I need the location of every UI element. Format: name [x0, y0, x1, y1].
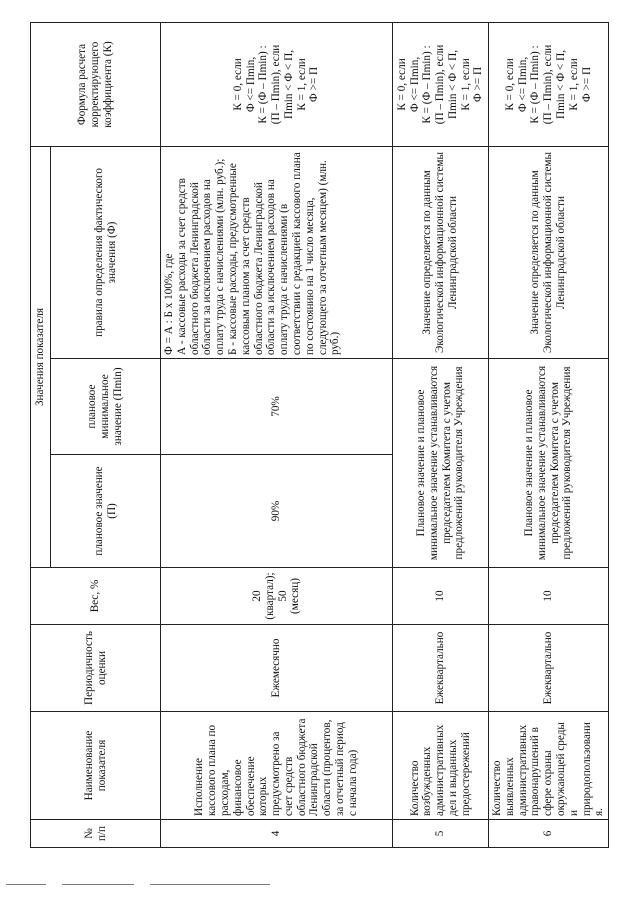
- row-min: 70%: [161, 359, 393, 455]
- row-period: Ежеквартально: [489, 625, 609, 712]
- row-plan-min-merged: Плановое значение и плановое минимальное значение устанавливаются председателем Комитета с учетом предложений руководителя Учреждения: [489, 359, 609, 568]
- row-plan: 90%: [161, 455, 393, 568]
- header-name: Наименование показателя: [31, 712, 161, 820]
- row-num: 4: [161, 820, 393, 848]
- header-weight: Вес, %: [31, 568, 161, 625]
- row-formula: К = 0, если Ф <= Пmin, К = (Ф – Пmin) : (П – Пmin), если Пmin < Ф < П, К = 1, если Ф >= П: [489, 22, 609, 146]
- header-formula: Формула расчета корректирующего коэффициента (К): [31, 22, 161, 146]
- table-row: [393, 22, 489, 847]
- row-rule: Значение определяется по данным Экологической информационной системы Ленинградской области: [489, 146, 609, 358]
- rotated-table-container: [30, 23, 606, 848]
- indicators-table: [30, 22, 609, 848]
- row-name: Исполнение кассового плана по расходам, финансовое обеспечение которых предусмотрено за счет средств областного бюджета Ленинградской области (процентов, за отчетный период с начала года): [161, 712, 393, 820]
- header-min: плановое минимальное значение (Пmin): [51, 359, 161, 455]
- header-plan: плановое значение (П): [51, 455, 161, 568]
- row-period: Ежемесячно: [161, 625, 393, 712]
- table-row: [161, 22, 393, 847]
- footer-rule: [0, 884, 640, 885]
- row-formula: К = 0, если Ф <= Пmin, К = (Ф – Пmin) : (П – Пmin), если Пmin < Ф < П, К = 1, если Ф >= П: [393, 22, 489, 146]
- row-num: 5: [393, 820, 489, 848]
- row-name: Количество возбужденных административных дел и выданных предостережений: [393, 712, 489, 820]
- row-weight: 20 (квартал); 50 (месяц): [161, 568, 393, 625]
- footer-rule-segment: [62, 884, 134, 885]
- header-rule: правила определения фактического значения (Ф): [51, 146, 161, 358]
- footer-rule-segment: [150, 884, 270, 885]
- row-rule: Ф = А : Б х 100%, где А - кассовые расходы за счет средств областного бюджета Ленинградской области за исключением расходов на оплату труда с начислениями (млн. руб.); Б - кассовые расходы, предусмотренные кассовым планом за счет средств областного бюджета Ленинградской области за исключением расходов на оплату труда с начислениями (в соответствии с редакцией кассового плана по состоянию на 1 число месяца, следующего за отчетным месяцем) (млн. руб.): [161, 146, 393, 358]
- table-row: [489, 22, 609, 847]
- row-num: 6: [489, 820, 609, 848]
- header-values-group: Значения показателя: [31, 146, 51, 567]
- row-plan-min-merged: Плановое значение и плановое минимальное значение устанавливаются председателем Комитета с учетом предложений руководителя Учреждения: [393, 359, 489, 568]
- row-formula: К = 0, если Ф <= Пmin, К = (Ф – Пmin) : (П – Пmin), если Пmin < Ф < П, К = 1, если Ф >= П: [161, 22, 393, 146]
- row-rule: Значение определяется по данным Экологической информационной системы Ленинградской области: [393, 146, 489, 358]
- header-period: Периодичность оценки: [31, 625, 161, 712]
- footer-rule-segment: [6, 884, 46, 885]
- header-num: № п/п: [31, 820, 161, 848]
- row-period: Ежеквартально: [393, 625, 489, 712]
- row-weight: 10: [489, 568, 609, 625]
- row-weight: 10: [393, 568, 489, 625]
- row-name: Количество выявленных административных правонарушений в сфере охраны окружающей среды и природопользовани я.: [489, 712, 609, 820]
